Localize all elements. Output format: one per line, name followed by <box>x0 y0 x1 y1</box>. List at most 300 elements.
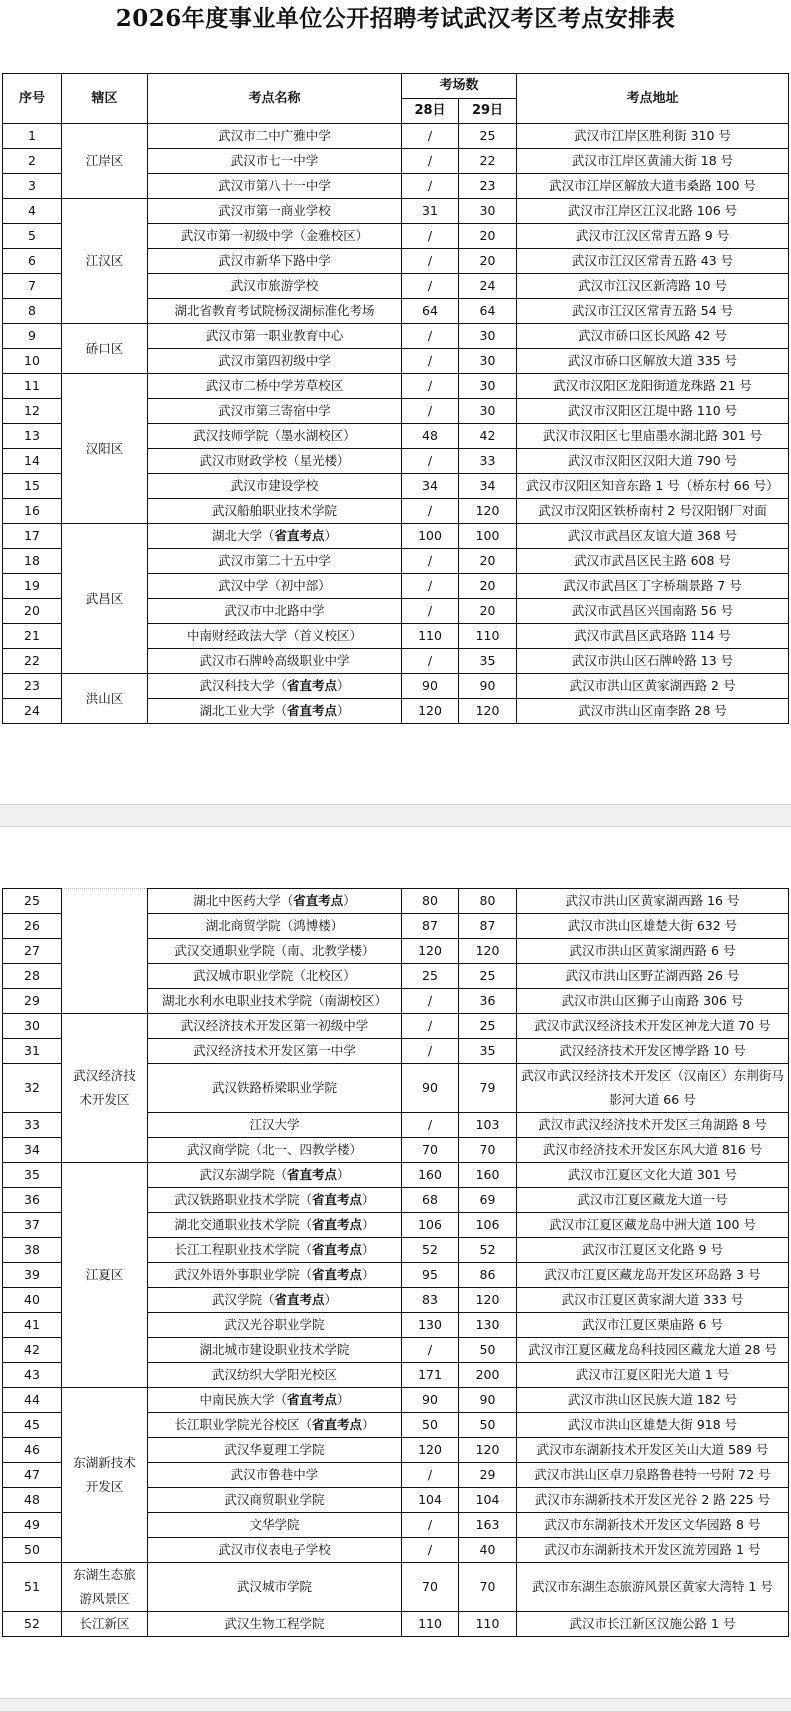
provincial-site-tag <box>281 893 356 908</box>
site-name: 武汉市第一初级中学（金雅校区） <box>180 228 369 243</box>
header-day-28: 28日 <box>402 99 459 124</box>
provincial-site-tag <box>274 1167 349 1182</box>
rooms-day-28-cell: 90 <box>402 1388 459 1413</box>
table-row <box>3 524 789 549</box>
seq-cell: 2 <box>3 149 62 174</box>
site-name: 武汉科技大学 <box>199 678 275 693</box>
provincial-site-tag-label: 省直考点 <box>287 703 338 718</box>
site-name: 江汉大学 <box>249 1117 300 1132</box>
header-seq: 序号 <box>3 74 62 124</box>
site-name-cell <box>148 399 402 424</box>
provincial-site-tag-label: 省直考点 <box>312 1417 363 1432</box>
site-name: 武汉经济技术开发区第一初级中学 <box>180 1018 369 1033</box>
rooms-day-28-cell: / <box>402 1014 459 1039</box>
address-cell: 武汉市江汉区常青五路 54 号 <box>517 299 789 324</box>
table-row <box>3 124 789 149</box>
rooms-day-28-cell: 110 <box>402 1612 459 1637</box>
rooms-day-29-cell: 64 <box>459 299 517 324</box>
site-name: 武汉市第一职业教育中心 <box>205 328 344 343</box>
provincial-site-tag <box>299 1417 374 1432</box>
provincial-site-tag-label: 省直考点 <box>287 678 338 693</box>
rooms-day-28-cell: / <box>402 1113 459 1138</box>
seq-cell: 47 <box>3 1463 62 1488</box>
site-name: 武汉市建设学校 <box>230 478 319 493</box>
site-name: 武汉市新华下路中学 <box>218 253 331 268</box>
rooms-day-29-cell: 20 <box>459 224 517 249</box>
site-name: 武汉船舶职业技术学院 <box>211 503 337 518</box>
district-cell: 武昌区 <box>62 524 148 674</box>
rooms-day-28-cell: 80 <box>402 889 459 914</box>
seq-cell: 34 <box>3 1138 62 1163</box>
site-name-cell <box>148 299 402 324</box>
seq-cell: 17 <box>3 524 62 549</box>
site-name-cell <box>148 224 402 249</box>
address-cell: 武汉市东湖生态旅游风景区黄家大湾特 1 号 <box>517 1563 789 1612</box>
seq-cell: 25 <box>3 889 62 914</box>
rooms-day-28-cell: / <box>402 989 459 1014</box>
site-name-cell <box>148 1488 402 1513</box>
address-cell: 武汉市江汉区常青五路 9 号 <box>517 224 789 249</box>
seq-cell: 32 <box>3 1064 62 1113</box>
site-name-cell <box>148 149 402 174</box>
address-cell: 武汉市武汉经济技术开发区（汉南区）东荆街马影河大道 66 号 <box>517 1064 789 1113</box>
address-cell: 武汉市洪山区民族大道 182 号 <box>517 1388 789 1413</box>
district-cell: 武汉经济技术开发区 <box>62 1014 148 1163</box>
district-cell: 汉阳区 <box>62 374 148 524</box>
seq-cell: 29 <box>3 989 62 1014</box>
rooms-day-29-cell: 30 <box>459 199 517 224</box>
seq-cell: 40 <box>3 1288 62 1313</box>
header-district: 辖区 <box>62 74 148 124</box>
site-name: 武汉交通职业学院（南、北教学楼） <box>174 943 375 958</box>
address-cell: 武汉市长江新区汉施公路 1 号 <box>517 1612 789 1637</box>
rooms-day-29-cell: 86 <box>459 1263 517 1288</box>
site-name: 武汉市二中广雅中学 <box>218 128 331 143</box>
site-name-cell <box>148 1538 402 1563</box>
site-name-cell <box>148 914 402 939</box>
site-name-cell <box>148 599 402 624</box>
address-cell: 武汉市武昌区民主路 608 号 <box>517 549 789 574</box>
seq-cell: 13 <box>3 424 62 449</box>
rooms-day-28-cell: 87 <box>402 914 459 939</box>
rooms-day-28-cell: 171 <box>402 1363 459 1388</box>
district-cell: 江岸区 <box>62 124 148 199</box>
rooms-day-28-cell: / <box>402 224 459 249</box>
site-name: 武汉市第四初级中学 <box>218 353 331 368</box>
address-cell: 武汉市东湖新技术开发区流芳园路 1 号 <box>517 1538 789 1563</box>
address-cell: 武汉市江夏区黄家湖大道 333 号 <box>517 1288 789 1313</box>
site-name: 武汉技师学院（墨水湖校区） <box>193 428 356 443</box>
rooms-day-29-cell: 20 <box>459 549 517 574</box>
site-name-cell <box>148 374 402 399</box>
address-cell: 武汉市武昌区丁字桥瑞景路 7 号 <box>517 574 789 599</box>
provincial-site-tag <box>299 1267 374 1282</box>
seq-cell: 23 <box>3 674 62 699</box>
address-cell: 武汉市东湖新技术开发区光谷 2 路 225 号 <box>517 1488 789 1513</box>
table-row <box>3 374 789 399</box>
rooms-day-28-cell: / <box>402 599 459 624</box>
exam-site-table-page-1 <box>2 73 789 724</box>
address-cell: 武汉市江岸区江汉北路 106 号 <box>517 199 789 224</box>
address-cell: 武汉市洪山区南李路 28 号 <box>517 699 789 724</box>
address-cell: 武汉市东湖新技术开发区关山大道 589 号 <box>517 1438 789 1463</box>
site-name: 武汉商贸职业学院 <box>224 1492 325 1507</box>
provincial-site-tag <box>299 1217 374 1232</box>
site-name-cell <box>148 1338 402 1363</box>
provincial-site-tag-label: 省直考点 <box>287 1167 338 1182</box>
table-row <box>3 199 789 224</box>
site-name: 湖北城市建设职业技术学院 <box>199 1342 350 1357</box>
seq-cell: 39 <box>3 1263 62 1288</box>
address-cell: 武汉经济技术开发区博学路 10 号 <box>517 1039 789 1064</box>
site-name-cell <box>148 574 402 599</box>
address-cell: 武汉市江岸区黄浦大街 18 号 <box>517 149 789 174</box>
table-row <box>3 324 789 349</box>
rooms-day-28-cell: / <box>402 549 459 574</box>
address-cell: 武汉市东湖新技术开发区文华园路 8 号 <box>517 1513 789 1538</box>
site-name: 武汉市财政学校（星光楼） <box>199 453 350 468</box>
seq-cell: 45 <box>3 1413 62 1438</box>
rooms-day-28-cell: / <box>402 324 459 349</box>
rooms-day-28-cell: 70 <box>402 1138 459 1163</box>
rooms-day-28-cell: 120 <box>402 699 459 724</box>
address-cell: 武汉市江汉区新湾路 10 号 <box>517 274 789 299</box>
page-title: 2026年度事业单位公开招聘考试武汉考区考点安排表 <box>115 5 676 32</box>
provincial-site-tag <box>274 703 349 718</box>
seq-cell: 5 <box>3 224 62 249</box>
rooms-day-29-cell: 130 <box>459 1313 517 1338</box>
site-name: 武汉城市职业学院（北校区） <box>193 968 356 983</box>
site-name-cell <box>148 964 402 989</box>
site-name-cell <box>148 449 402 474</box>
rooms-day-28-cell: / <box>402 1338 459 1363</box>
provincial-site-tag-label: 省直考点 <box>274 528 325 543</box>
seq-cell: 33 <box>3 1113 62 1138</box>
provincial-site-tag <box>299 1192 374 1207</box>
site-name: 武汉市中北路中学 <box>224 603 325 618</box>
rooms-day-29-cell: 24 <box>459 274 517 299</box>
address-cell: 武汉市江汉区常青五路 43 号 <box>517 249 789 274</box>
rooms-day-29-cell: 30 <box>459 324 517 349</box>
rooms-day-29-cell: 52 <box>459 1238 517 1263</box>
provincial-site-tag-label: 省直考点 <box>287 1392 338 1407</box>
address-cell: 武汉市洪山区野芷湖西路 26 号 <box>517 964 789 989</box>
address-cell: 武汉市江夏区文化大道 301 号 <box>517 1163 789 1188</box>
site-name: 长江工程职业技术学院 <box>174 1242 300 1257</box>
rooms-day-29-cell: 25 <box>459 124 517 149</box>
site-name-cell <box>148 1313 402 1338</box>
rooms-day-28-cell: 68 <box>402 1188 459 1213</box>
seq-cell: 10 <box>3 349 62 374</box>
district-cell: 东湖生态旅游风景区 <box>62 1563 148 1612</box>
address-cell: 武汉市江夏区藏龙岛中洲大道 100 号 <box>517 1213 789 1238</box>
header-rooms: 考场数 <box>402 74 517 99</box>
rooms-day-29-cell: 110 <box>459 624 517 649</box>
provincial-site-tag <box>299 1242 374 1257</box>
seq-cell: 36 <box>3 1188 62 1213</box>
provincial-site-tag <box>262 528 337 543</box>
rooms-day-29-cell: 29 <box>459 1463 517 1488</box>
site-name: 湖北中医药大学 <box>193 893 281 908</box>
table-row <box>3 1388 789 1413</box>
site-name: 武汉学院 <box>211 1292 262 1307</box>
rooms-day-28-cell: 90 <box>402 1064 459 1113</box>
seq-cell: 24 <box>3 699 62 724</box>
site-name: 中南民族大学 <box>199 1392 275 1407</box>
address-cell: 武汉市武昌区武珞路 114 号 <box>517 624 789 649</box>
seq-cell: 7 <box>3 274 62 299</box>
rooms-day-29-cell: 120 <box>459 1438 517 1463</box>
seq-cell: 48 <box>3 1488 62 1513</box>
rooms-day-28-cell: 50 <box>402 1413 459 1438</box>
site-name-cell <box>148 889 402 914</box>
site-name-cell <box>148 1288 402 1313</box>
rooms-day-29-cell: 87 <box>459 914 517 939</box>
address-cell: 武汉市洪山区黄家湖西路 2 号 <box>517 674 789 699</box>
rooms-day-29-cell: 120 <box>459 699 517 724</box>
site-name: 武汉铁路职业技术学院 <box>174 1192 300 1207</box>
seq-cell: 14 <box>3 449 62 474</box>
site-name-cell <box>148 1463 402 1488</box>
district-cell: 江夏区 <box>62 1163 148 1388</box>
seq-cell: 4 <box>3 199 62 224</box>
seq-cell: 8 <box>3 299 62 324</box>
site-name-cell <box>148 349 402 374</box>
rooms-day-29-cell: 35 <box>459 649 517 674</box>
seq-cell: 30 <box>3 1014 62 1039</box>
site-name: 武汉市石牌岭高级职业中学 <box>199 653 350 668</box>
seq-cell: 11 <box>3 374 62 399</box>
rooms-day-28-cell: 90 <box>402 674 459 699</box>
site-name: 湖北工业大学 <box>199 703 275 718</box>
seq-cell: 42 <box>3 1338 62 1363</box>
site-name: 武汉市第二十五中学 <box>218 553 331 568</box>
address-cell: 武汉市江夏区藏龙岛科技园区藏龙大道 28 号 <box>517 1338 789 1363</box>
rooms-day-29-cell: 120 <box>459 1288 517 1313</box>
site-name: 武汉市仪表电子学校 <box>218 1542 331 1557</box>
rooms-day-28-cell: / <box>402 274 459 299</box>
rooms-day-29-cell: 33 <box>459 449 517 474</box>
site-name-cell <box>148 674 402 699</box>
rooms-day-29-cell: 35 <box>459 1039 517 1064</box>
seq-cell: 6 <box>3 249 62 274</box>
seq-cell: 44 <box>3 1388 62 1413</box>
site-name-cell <box>148 174 402 199</box>
site-name-cell <box>148 1563 402 1612</box>
rooms-day-29-cell: 70 <box>459 1138 517 1163</box>
address-cell: 武汉市江夏区藏龙大道一号 <box>517 1188 789 1213</box>
rooms-day-28-cell: 104 <box>402 1488 459 1513</box>
site-name-cell <box>148 1612 402 1637</box>
seq-cell: 41 <box>3 1313 62 1338</box>
address-cell: 武汉市江夏区藏龙岛开发区环岛路 3 号 <box>517 1263 789 1288</box>
table-row <box>3 1163 789 1188</box>
seq-cell: 37 <box>3 1213 62 1238</box>
rooms-day-29-cell: 79 <box>459 1064 517 1113</box>
rooms-day-29-cell: 34 <box>459 474 517 499</box>
site-name-cell <box>148 989 402 1014</box>
seq-cell: 52 <box>3 1612 62 1637</box>
address-cell: 武汉市汉阳区江堤中路 110 号 <box>517 399 789 424</box>
rooms-day-29-cell: 80 <box>459 889 517 914</box>
rooms-day-28-cell: 25 <box>402 964 459 989</box>
rooms-day-29-cell: 20 <box>459 599 517 624</box>
site-name-cell <box>148 424 402 449</box>
rooms-day-28-cell: / <box>402 174 459 199</box>
address-cell: 武汉市武汉经济技术开发区三角湖路 8 号 <box>517 1113 789 1138</box>
site-name-cell <box>148 1113 402 1138</box>
district-cell: 硚口区 <box>62 324 148 374</box>
rooms-day-28-cell: / <box>402 249 459 274</box>
seq-cell: 15 <box>3 474 62 499</box>
table-row <box>3 1563 789 1612</box>
site-name: 湖北省教育考试院杨汊湖标准化考场 <box>174 303 375 318</box>
site-name: 湖北商贸学院（鸿博楼） <box>205 918 344 933</box>
rooms-day-29-cell: 20 <box>459 574 517 599</box>
district-cell: 东湖新技术开发区 <box>62 1388 148 1563</box>
site-name-cell <box>148 524 402 549</box>
site-name: 长江职业学院光谷校区 <box>174 1417 300 1432</box>
site-name: 武汉华夏理工学院 <box>224 1442 325 1457</box>
rooms-day-29-cell: 50 <box>459 1413 517 1438</box>
site-name-cell <box>148 1263 402 1288</box>
rooms-day-28-cell: / <box>402 449 459 474</box>
site-name: 武汉市第八十一中学 <box>218 178 331 193</box>
site-name-cell <box>148 249 402 274</box>
site-name-cell <box>148 324 402 349</box>
address-cell: 武汉市洪山区狮子山南路 306 号 <box>517 989 789 1014</box>
rooms-day-29-cell: 30 <box>459 399 517 424</box>
site-name: 武汉中学（初中部） <box>218 578 331 593</box>
rooms-day-29-cell: 70 <box>459 1563 517 1612</box>
seq-cell: 43 <box>3 1363 62 1388</box>
rooms-day-29-cell: 20 <box>459 249 517 274</box>
site-name: 武汉光谷职业学院 <box>224 1317 325 1332</box>
site-name-cell <box>148 1363 402 1388</box>
site-name-cell <box>148 624 402 649</box>
rooms-day-29-cell: 30 <box>459 349 517 374</box>
site-name-cell <box>148 1238 402 1263</box>
site-name-cell <box>148 474 402 499</box>
rooms-day-28-cell: 130 <box>402 1313 459 1338</box>
rooms-day-29-cell: 106 <box>459 1213 517 1238</box>
provincial-site-tag-label: 省直考点 <box>312 1217 363 1232</box>
district-cell: 江汉区 <box>62 199 148 324</box>
rooms-day-29-cell: 90 <box>459 1388 517 1413</box>
address-cell: 武汉市硚口区解放大道 335 号 <box>517 349 789 374</box>
rooms-day-28-cell: / <box>402 399 459 424</box>
site-name-cell <box>148 274 402 299</box>
rooms-day-29-cell: 90 <box>459 674 517 699</box>
seq-cell: 12 <box>3 399 62 424</box>
seq-cell: 35 <box>3 1163 62 1188</box>
address-cell: 武汉市洪山区黄家湖西路 6 号 <box>517 939 789 964</box>
seq-cell: 49 <box>3 1513 62 1538</box>
rooms-day-28-cell: / <box>402 1463 459 1488</box>
rooms-day-29-cell: 25 <box>459 964 517 989</box>
site-name-cell <box>148 1064 402 1113</box>
address-cell: 武汉市洪山区石牌岭路 13 号 <box>517 649 789 674</box>
seq-cell: 16 <box>3 499 62 524</box>
address-cell: 武汉市汉阳区铁桥南村 2 号汉阳钢厂对面 <box>517 499 789 524</box>
site-name: 湖北大学 <box>211 528 262 543</box>
address-cell: 武汉市洪山区卓刀泉路鲁巷特一号附 72 号 <box>517 1463 789 1488</box>
site-name-cell <box>148 1388 402 1413</box>
rooms-day-28-cell: / <box>402 374 459 399</box>
site-name: 中南财经政法大学（首义校区） <box>186 628 362 643</box>
rooms-day-29-cell: 42 <box>459 424 517 449</box>
rooms-day-28-cell: 48 <box>402 424 459 449</box>
address-cell: 武汉市江夏区阳光大道 1 号 <box>517 1363 789 1388</box>
seq-cell: 3 <box>3 174 62 199</box>
rooms-day-28-cell: 64 <box>402 299 459 324</box>
district-cell: 长江新区 <box>62 1612 148 1637</box>
rooms-day-29-cell: 160 <box>459 1163 517 1188</box>
rooms-day-28-cell: 70 <box>402 1563 459 1612</box>
rooms-day-28-cell: 160 <box>402 1163 459 1188</box>
site-name-cell <box>148 1438 402 1463</box>
provincial-site-tag <box>262 1292 337 1307</box>
rooms-day-28-cell: 100 <box>402 524 459 549</box>
rooms-day-28-cell: 106 <box>402 1213 459 1238</box>
rooms-day-28-cell: 34 <box>402 474 459 499</box>
table-row <box>3 1612 789 1637</box>
site-name: 武汉外语外事职业学院 <box>174 1267 300 1282</box>
rooms-day-29-cell: 23 <box>459 174 517 199</box>
site-name: 武汉市第三寄宿中学 <box>218 403 331 418</box>
provincial-site-tag-label: 省直考点 <box>274 1292 325 1307</box>
rooms-day-28-cell: 120 <box>402 939 459 964</box>
rooms-day-29-cell: 110 <box>459 1612 517 1637</box>
site-name-cell <box>148 1014 402 1039</box>
header-site-name: 考点名称 <box>148 74 402 124</box>
address-cell: 武汉市汉阳区七里庙墨水湖北路 301 号 <box>517 424 789 449</box>
site-name-cell <box>148 499 402 524</box>
site-name: 武汉经济技术开发区第一中学 <box>193 1043 356 1058</box>
site-name-cell <box>148 1138 402 1163</box>
rooms-day-29-cell: 120 <box>459 939 517 964</box>
provincial-site-tag-label: 省直考点 <box>312 1267 363 1282</box>
site-name-cell <box>148 199 402 224</box>
address-cell: 武汉市江岸区解放大道韦桑路 100 号 <box>517 174 789 199</box>
rooms-day-28-cell: / <box>402 574 459 599</box>
site-name: 武汉市二桥中学芳草校区 <box>205 378 344 393</box>
rooms-day-28-cell: 95 <box>402 1263 459 1288</box>
rooms-day-29-cell: 25 <box>459 1014 517 1039</box>
table-row <box>3 1014 789 1039</box>
seq-cell: 20 <box>3 599 62 624</box>
site-name: 文华学院 <box>249 1517 300 1532</box>
site-name: 武汉生物工程学院 <box>224 1616 325 1631</box>
rooms-day-28-cell: / <box>402 149 459 174</box>
site-name-cell <box>148 124 402 149</box>
seq-cell: 9 <box>3 324 62 349</box>
site-name-cell <box>148 649 402 674</box>
seq-cell: 21 <box>3 624 62 649</box>
provincial-site-tag <box>274 1392 349 1407</box>
site-name-cell <box>148 939 402 964</box>
address-cell: 武汉市经济技术开发区东风大道 816 号 <box>517 1138 789 1163</box>
rooms-day-29-cell: 40 <box>459 1538 517 1563</box>
seq-cell: 19 <box>3 574 62 599</box>
site-name-cell <box>148 1213 402 1238</box>
page-separator <box>0 804 791 827</box>
address-cell: 武汉市洪山区黄家湖西路 16 号 <box>517 889 789 914</box>
district-cell <box>62 889 148 1014</box>
rooms-day-29-cell: 50 <box>459 1338 517 1363</box>
rooms-day-29-cell: 200 <box>459 1363 517 1388</box>
rooms-day-28-cell: 31 <box>402 199 459 224</box>
